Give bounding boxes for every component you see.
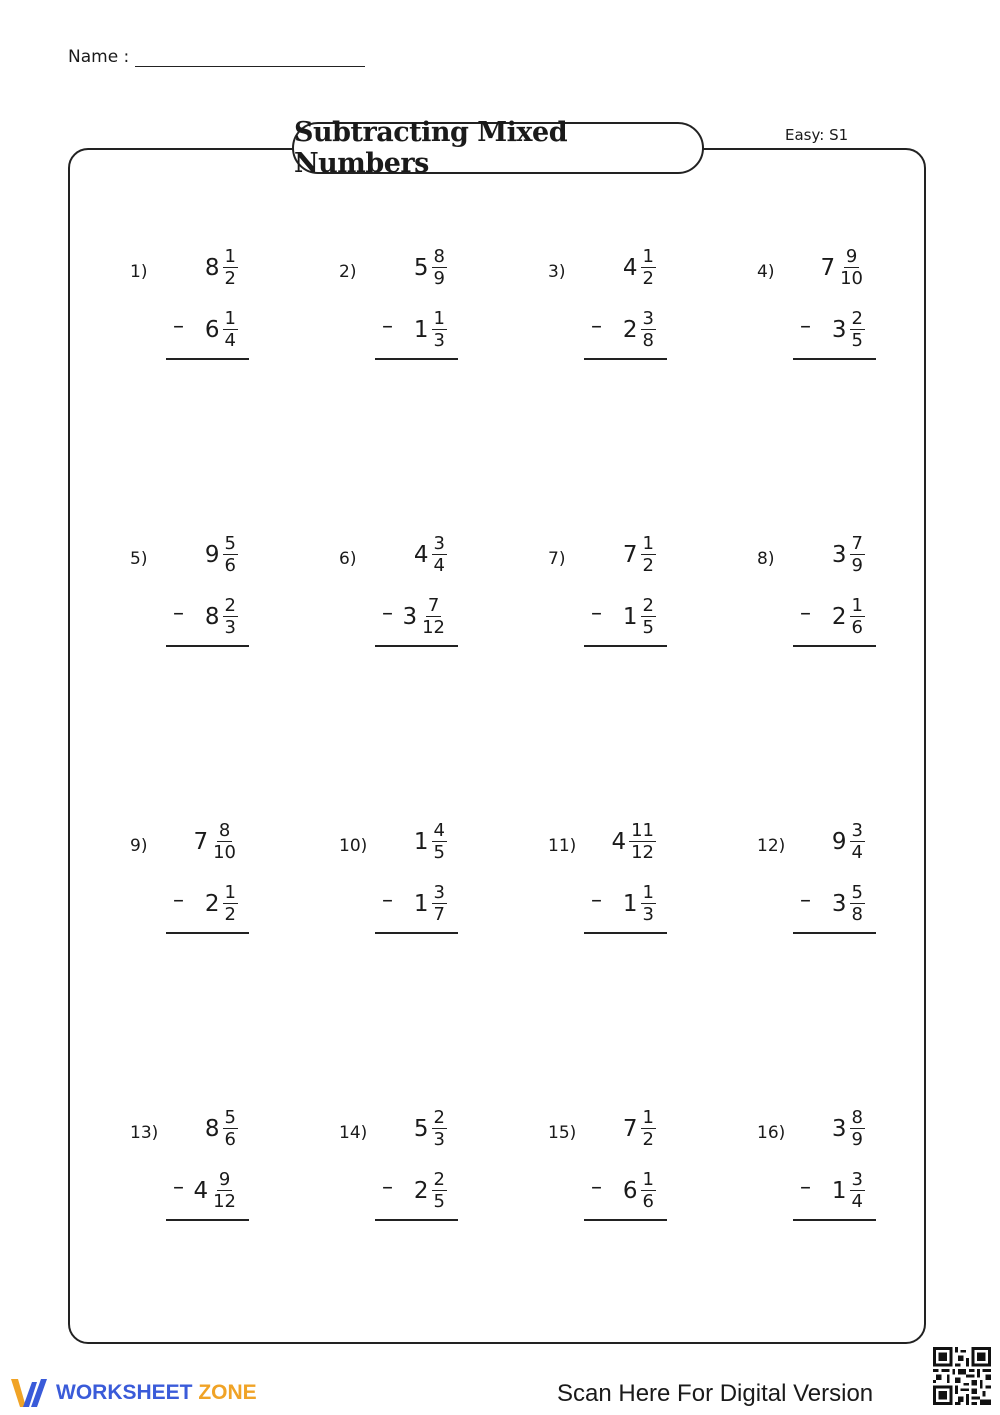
minuend-whole: 4 [413, 541, 429, 568]
minuend-fraction [432, 533, 447, 576]
fraction-denominator: 9 [851, 1129, 863, 1150]
minus-sign: – [591, 888, 602, 913]
fraction-denominator: 4 [851, 1191, 863, 1212]
fraction-denominator: 9 [851, 555, 863, 576]
minuend-whole: 8 [204, 1115, 220, 1142]
fraction-denominator: 2 [224, 268, 236, 289]
answer-line[interactable] [793, 645, 876, 647]
minuend [623, 533, 656, 576]
minuend [832, 820, 865, 863]
problem-number: 14) [339, 1123, 368, 1143]
fraction-numerator: 2 [851, 308, 863, 329]
minuend-fraction [850, 533, 865, 576]
fraction-denominator: 4 [851, 842, 863, 863]
fraction-numerator: 2 [642, 595, 654, 616]
minuend [205, 246, 238, 289]
fraction-denominator: 4 [224, 330, 236, 351]
answer-line[interactable] [584, 645, 667, 647]
subtrahend [402, 595, 447, 638]
fraction-numerator: 11 [631, 820, 654, 841]
subtrahend-whole: 2 [831, 603, 847, 630]
problem-number: 4) [757, 262, 775, 282]
subtrahend-fraction [432, 308, 447, 351]
minuend [414, 246, 447, 289]
minuend-whole: 4 [622, 254, 638, 281]
minuend-fraction [629, 820, 656, 863]
fraction-numerator: 3 [851, 1169, 863, 1190]
subtrahend [205, 595, 238, 638]
subtrahend-fraction [211, 1169, 238, 1212]
fraction-numerator: 1 [642, 246, 654, 267]
fraction-numerator: 9 [845, 246, 858, 267]
minuend [611, 820, 656, 863]
minus-sign: – [591, 601, 602, 626]
fraction-denominator: 5 [433, 842, 445, 863]
problem-16 [757, 1097, 917, 1227]
minuend [820, 246, 865, 289]
problem-number: 6) [339, 549, 357, 569]
problem-10 [339, 810, 499, 940]
subtrahend-fraction [850, 1169, 865, 1212]
subtrahend-whole: 2 [204, 890, 220, 917]
subtrahend-whole: 4 [193, 1177, 209, 1204]
subtrahend-fraction [850, 308, 865, 351]
subtrahend-whole: 2 [622, 316, 638, 343]
qr-code-icon[interactable] [933, 1347, 991, 1405]
subtrahend-fraction [641, 308, 656, 351]
fraction-numerator: 3 [642, 308, 654, 329]
subtrahend-whole: 1 [622, 890, 638, 917]
fraction-numerator: 2 [433, 1107, 445, 1128]
answer-line[interactable] [584, 358, 667, 360]
fraction-numerator: 1 [433, 308, 445, 329]
problem-6 [339, 523, 499, 653]
problem-1 [130, 236, 290, 366]
fraction-denominator: 6 [224, 555, 236, 576]
subtrahend-whole: 6 [204, 316, 220, 343]
fraction-numerator: 1 [224, 882, 236, 903]
fraction-numerator: 1 [851, 595, 863, 616]
minus-sign: – [173, 1175, 184, 1200]
problem-8 [757, 523, 917, 653]
fraction-denominator: 10 [840, 268, 863, 289]
minuend-fraction [641, 533, 656, 576]
fraction-numerator: 5 [851, 882, 863, 903]
subtrahend [205, 882, 238, 925]
fraction-numerator: 1 [224, 308, 236, 329]
minuend-whole: 8 [204, 254, 220, 281]
problem-13 [130, 1097, 290, 1227]
subtrahend [193, 1169, 238, 1212]
subtrahend [414, 882, 447, 925]
fraction-denominator: 10 [213, 842, 236, 863]
minuend-fraction [211, 820, 238, 863]
minuend-fraction [850, 1107, 865, 1150]
fraction-numerator: 1 [642, 1169, 654, 1190]
minus-sign: – [591, 314, 602, 339]
minus-sign: – [800, 888, 811, 913]
problem-number: 1) [130, 262, 148, 282]
minuend [205, 533, 238, 576]
subtrahend-fraction [641, 595, 656, 638]
minuend [832, 533, 865, 576]
subtrahend-whole: 1 [413, 890, 429, 917]
minuend-whole: 3 [831, 541, 847, 568]
fraction-denominator: 2 [642, 268, 654, 289]
subtrahend-whole: 1 [831, 1177, 847, 1204]
problem-number: 9) [130, 836, 148, 856]
name-field[interactable] [135, 46, 365, 67]
subtrahend-fraction [420, 595, 447, 638]
minuend [623, 1107, 656, 1150]
problem-number: 12) [757, 836, 786, 856]
fraction-numerator: 4 [433, 820, 445, 841]
minuend [832, 1107, 865, 1150]
minus-sign: – [382, 888, 393, 913]
fraction-denominator: 7 [433, 904, 445, 925]
minuend-whole: 5 [413, 254, 429, 281]
minuend-whole: 7 [820, 254, 836, 281]
minuend-fraction [838, 246, 865, 289]
fraction-denominator: 2 [224, 904, 236, 925]
problem-11 [548, 810, 708, 940]
problem-number: 7) [548, 549, 566, 569]
fraction-numerator: 1 [224, 246, 236, 267]
problem-number: 11) [548, 836, 577, 856]
fraction-numerator: 1 [642, 1107, 654, 1128]
worksheet-zone-logo [10, 1376, 257, 1410]
minuend-fraction [432, 246, 447, 289]
subtrahend [832, 882, 865, 925]
problem-5 [130, 523, 290, 653]
minus-sign: – [800, 314, 811, 339]
minuend-whole: 5 [413, 1115, 429, 1142]
answer-line[interactable] [166, 645, 249, 647]
subtrahend-fraction [223, 308, 238, 351]
problem-7 [548, 523, 708, 653]
fraction-denominator: 5 [433, 1191, 445, 1212]
answer-line[interactable] [166, 358, 249, 360]
subtrahend-whole: 3 [402, 603, 418, 630]
answer-line[interactable] [584, 1219, 667, 1221]
subtrahend [832, 308, 865, 351]
scan-caption: Scan Here For Digital Version [557, 1380, 874, 1407]
problem-2 [339, 236, 499, 366]
answer-line[interactable] [584, 932, 667, 934]
minuend-fraction [223, 1107, 238, 1150]
subtrahend-fraction [223, 882, 238, 925]
problem-number: 10) [339, 836, 368, 856]
subtrahend [414, 308, 447, 351]
fraction-numerator: 5 [224, 533, 236, 554]
fraction-denominator: 2 [642, 1129, 654, 1150]
subtrahend-fraction [432, 1169, 447, 1212]
worksheet-zone-logo-icon [10, 1376, 50, 1410]
minuend-fraction [432, 820, 447, 863]
fraction-denominator: 2 [642, 555, 654, 576]
fraction-numerator: 8 [433, 246, 445, 267]
problem-14 [339, 1097, 499, 1227]
problem-number: 15) [548, 1123, 577, 1143]
subtrahend-fraction [223, 595, 238, 638]
fraction-denominator: 6 [851, 617, 863, 638]
subtrahend-fraction [641, 1169, 656, 1212]
fraction-numerator: 7 [427, 595, 440, 616]
minuend-fraction [223, 246, 238, 289]
subtrahend-whole: 1 [413, 316, 429, 343]
answer-line[interactable] [375, 1219, 458, 1221]
problem-number: 3) [548, 262, 566, 282]
subtrahend-whole: 3 [831, 890, 847, 917]
answer-line[interactable] [793, 358, 876, 360]
minus-sign: – [382, 601, 393, 626]
logo-text-worksheet: WORKSHEET [56, 1381, 193, 1404]
problem-15 [548, 1097, 708, 1227]
subtrahend-whole: 6 [622, 1177, 638, 1204]
minuend-whole: 9 [204, 541, 220, 568]
minus-sign: – [173, 888, 184, 913]
answer-line[interactable] [793, 932, 876, 934]
subtrahend [623, 595, 656, 638]
logo-text-zone: ZONE [198, 1381, 257, 1404]
subtrahend-whole: 1 [622, 603, 638, 630]
minus-sign: – [800, 601, 811, 626]
subtrahend-fraction [850, 882, 865, 925]
problem-12 [757, 810, 917, 940]
minus-sign: – [591, 1175, 602, 1200]
fraction-denominator: 3 [433, 1129, 445, 1150]
problem-number: 8) [757, 549, 775, 569]
problem-number: 5) [130, 549, 148, 569]
fraction-denominator: 6 [224, 1129, 236, 1150]
fraction-denominator: 4 [433, 555, 445, 576]
answer-line[interactable] [375, 932, 458, 934]
subtrahend [832, 595, 865, 638]
answer-line[interactable] [793, 1219, 876, 1221]
fraction-denominator: 12 [213, 1191, 236, 1212]
minuend-fraction [432, 1107, 447, 1150]
fraction-numerator: 2 [433, 1169, 445, 1190]
fraction-numerator: 3 [433, 882, 445, 903]
problem-3 [548, 236, 708, 366]
minuend-whole: 9 [831, 828, 847, 855]
fraction-denominator: 6 [642, 1191, 654, 1212]
answer-line[interactable] [375, 358, 458, 360]
fraction-denominator: 12 [631, 842, 654, 863]
minus-sign: – [173, 314, 184, 339]
answer-line[interactable] [375, 645, 458, 647]
fraction-denominator: 5 [851, 330, 863, 351]
worksheet-title: Subtracting Mixed Numbers [292, 122, 704, 174]
minuend [414, 1107, 447, 1150]
fraction-denominator: 3 [642, 904, 654, 925]
subtrahend-whole: 2 [413, 1177, 429, 1204]
minuend-fraction [850, 820, 865, 863]
fraction-numerator: 8 [218, 820, 231, 841]
minuend [414, 820, 447, 863]
name-row [68, 46, 365, 67]
fraction-denominator: 3 [224, 617, 236, 638]
minus-sign: – [382, 1175, 393, 1200]
fraction-numerator: 2 [224, 595, 236, 616]
problem-number: 13) [130, 1123, 159, 1143]
fraction-numerator: 7 [851, 533, 863, 554]
subtrahend [623, 1169, 656, 1212]
fraction-numerator: 5 [224, 1107, 236, 1128]
subtrahend-whole: 8 [204, 603, 220, 630]
minuend-whole: 1 [413, 828, 429, 855]
name-label: Name : [68, 47, 130, 67]
minuend-whole: 7 [193, 828, 209, 855]
minuend-whole: 4 [611, 828, 627, 855]
minuend-fraction [641, 246, 656, 289]
subtrahend-whole: 3 [831, 316, 847, 343]
minus-sign: – [800, 1175, 811, 1200]
fraction-numerator: 3 [851, 820, 863, 841]
difficulty-level: Easy: S1 [785, 126, 849, 144]
subtrahend [623, 308, 656, 351]
minus-sign: – [173, 601, 184, 626]
minuend [205, 1107, 238, 1150]
fraction-numerator: 3 [433, 533, 445, 554]
subtrahend-fraction [641, 882, 656, 925]
fraction-denominator: 8 [642, 330, 654, 351]
fraction-numerator: 9 [218, 1169, 231, 1190]
problem-9 [130, 810, 290, 940]
answer-line[interactable] [166, 1219, 249, 1221]
fraction-numerator: 1 [642, 882, 654, 903]
answer-line[interactable] [166, 932, 249, 934]
minuend-whole: 7 [622, 541, 638, 568]
fraction-denominator: 9 [433, 268, 445, 289]
minus-sign: – [382, 314, 393, 339]
subtrahend [832, 1169, 865, 1212]
problem-4 [757, 236, 917, 366]
fraction-denominator: 12 [422, 617, 445, 638]
minuend [623, 246, 656, 289]
subtrahend [205, 308, 238, 351]
minuend-fraction [641, 1107, 656, 1150]
subtrahend-fraction [850, 595, 865, 638]
minuend [414, 533, 447, 576]
minuend [193, 820, 238, 863]
minuend-whole: 3 [831, 1115, 847, 1142]
subtrahend [623, 882, 656, 925]
fraction-numerator: 8 [851, 1107, 863, 1128]
fraction-denominator: 5 [642, 617, 654, 638]
minuend-fraction [223, 533, 238, 576]
fraction-denominator: 3 [433, 330, 445, 351]
problem-number: 16) [757, 1123, 786, 1143]
problem-number: 2) [339, 262, 357, 282]
fraction-numerator: 1 [642, 533, 654, 554]
subtrahend-fraction [432, 882, 447, 925]
minuend-whole: 7 [622, 1115, 638, 1142]
fraction-denominator: 8 [851, 904, 863, 925]
subtrahend [414, 1169, 447, 1212]
